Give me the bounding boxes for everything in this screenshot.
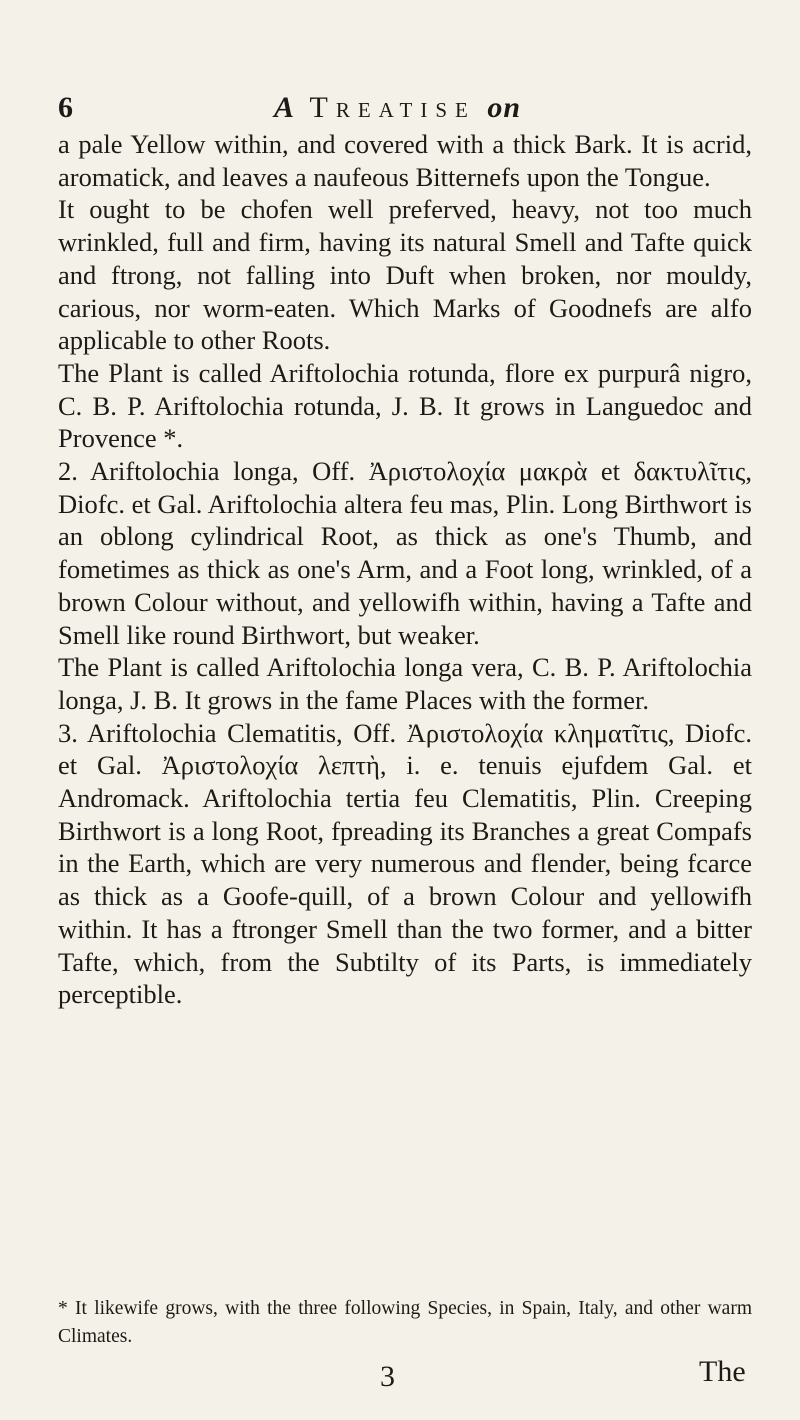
catchword: The	[699, 1355, 746, 1388]
paragraph-6: 3. Ariftolochia Clematitis, Off. Ἀριστολοχία κληματῖτις, Diofc. et Gal. Ἀριστολοχία λεπτὴ, i. e. tenuis ejufdem Gal. et Andromack. Ariftolochia tertia feu Clematitis, Plin. Creeping Birthwort is a long Root, fpreading its Branches a great Compafs in the Earth, which are very numerous and flender, being fcarce as thick as a Goofe-quill, of a brown Colour and yellowifh within. It has a ftronger Smell than the two former, and a bitter Tafte, which, from the Subtilty of its Parts, is immediately perceptible.	[58, 717, 752, 1010]
running-title-suffix: on	[487, 91, 522, 124]
main-text	[58, 128, 752, 1011]
paragraph-3: The Plant is called Ariftolochia rotunda, flore ex purpurâ nigro, C. B. P. Ariftolochia rotunda, J. B. It grows in Languedoc and Provence *.	[58, 357, 752, 454]
signature-mark: 3	[380, 1360, 395, 1393]
running-title-prefix: A	[274, 91, 299, 124]
paragraph-4: 2. Ariftolochia longa, Off. Ἀριστολοχία μακρὰ et δακτυλῖτις, Diofc. et Gal. Ariftolochia altera feu mas, Plin. Long Birthwort is an oblong cylindrical Root, as thick as one's Thumb, and fometimes as thick as one's Arm, and a Foot long, wrinkled, of a brown Colour without, and yellowifh within, having a Tafte and Smell like round Birthwort, but weaker.	[58, 456, 752, 650]
paragraph-5: The Plant is called Ariftolochia longa vera, C. B. P. Ariftolochia longa, J. B. It grows in the fame Places with the former.	[58, 652, 752, 715]
page-number: 6	[58, 91, 73, 124]
footnote: * It likewife grows, with the three following Species, in Spain, Italy, and other warm Climates.	[58, 1298, 752, 1347]
paragraph-1: a pale Yellow within, and covered with a thick Bark. It is acrid, aromatick, and leaves a naufeous Bitternefs upon the Tongue.	[58, 129, 752, 192]
running-title-word: Treatise	[309, 91, 476, 124]
paragraph-2: It ought to be chofen well preferved, heavy, not too much wrinkled, full and firm, having its natural Smell and Tafte quick and ftrong, not falling into Duft when broken, nor mouldy, carious, nor worm-eaten. Which Marks of Goodnefs are alfo applicable to other Roots.	[58, 194, 752, 356]
running-title	[274, 88, 521, 128]
running-header	[52, 88, 752, 128]
